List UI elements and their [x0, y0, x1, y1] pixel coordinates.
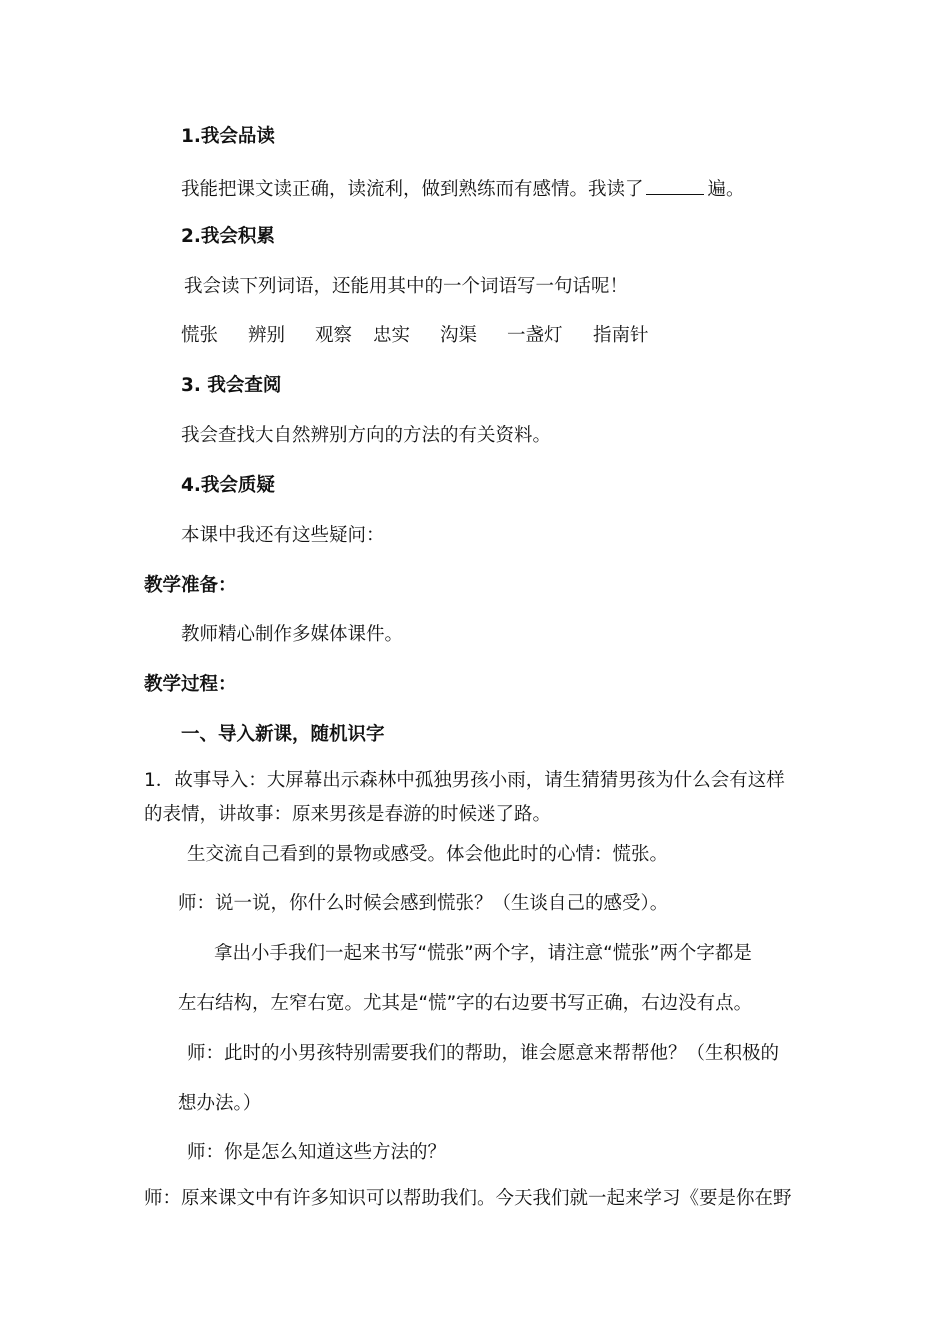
section4-text: 本课中我还有这些疑问：: [181, 525, 385, 546]
section1-heading: 1.我会品读: [181, 126, 275, 147]
vocabulary-word: 指南针: [593, 325, 649, 346]
process-line: 左右结构，左窄右宽。尤其是“慌”字的右边要书写正确，右边没有点。: [178, 993, 753, 1014]
process-line: 师：此时的小男孩特别需要我们的帮助，谁会愿意来帮帮他？（生积极的: [187, 1043, 780, 1064]
process-line: 1．故事导入：大屏幕出示森林中孤独男孩小雨，请生猜猜男孩为什么会有这样: [144, 770, 785, 791]
process-line: 想办法。）: [178, 1093, 262, 1114]
reading-count-blank[interactable]: [646, 174, 704, 195]
vocabulary-word: 一盏灯: [507, 325, 563, 346]
process-line: 师：你是怎么知道这些方法的？: [187, 1142, 447, 1163]
process-line: 师：说一说，你什么时候会感到慌张？（生谈自己的感受）。: [178, 893, 669, 914]
process-heading: 教学过程：: [144, 674, 237, 695]
process-line: 生交流自己看到的景物或感受。体会他此时的心情：慌张。: [187, 844, 669, 865]
vocabulary-word: 忠实: [373, 325, 411, 346]
section4-heading: 4.我会质疑: [181, 475, 275, 496]
prep-heading: 教学准备：: [144, 575, 237, 596]
process-line: 的表情，讲故事：原来男孩是春游的时候迷了路。: [144, 804, 552, 825]
vocabulary-word: 慌张: [181, 325, 219, 346]
part1-heading: 一、导入新课，随机识字: [181, 724, 385, 745]
prep-text: 教师精心制作多媒体课件。: [181, 624, 404, 645]
vocabulary-word: 观察: [315, 325, 353, 346]
section2-heading: 2.我会积累: [181, 226, 275, 247]
section3-text: 我会查找大自然辨别方向的方法的有关资料。: [181, 425, 552, 446]
section1-text-after: 遍。: [707, 179, 745, 200]
section3-heading: 3. 我会查阅: [181, 375, 282, 396]
process-line: 师：原来课文中有许多知识可以帮助我们。今天我们就一起来学习《要是你在野: [144, 1188, 792, 1209]
section1-text: [181, 174, 745, 203]
section2-text: 我会读下列词语，还能用其中的一个词语写一句话呢！: [184, 276, 629, 297]
vocabulary-word: 辨别: [248, 325, 286, 346]
vocabulary-word: 沟渠: [440, 325, 478, 346]
section1-text-before: 我能把课文读正确，读流利，做到熟练而有感情。我读了: [181, 179, 644, 200]
process-line: 拿出小手我们一起来书写“慌张”两个字，请注意“慌张”两个字都是: [214, 943, 752, 964]
